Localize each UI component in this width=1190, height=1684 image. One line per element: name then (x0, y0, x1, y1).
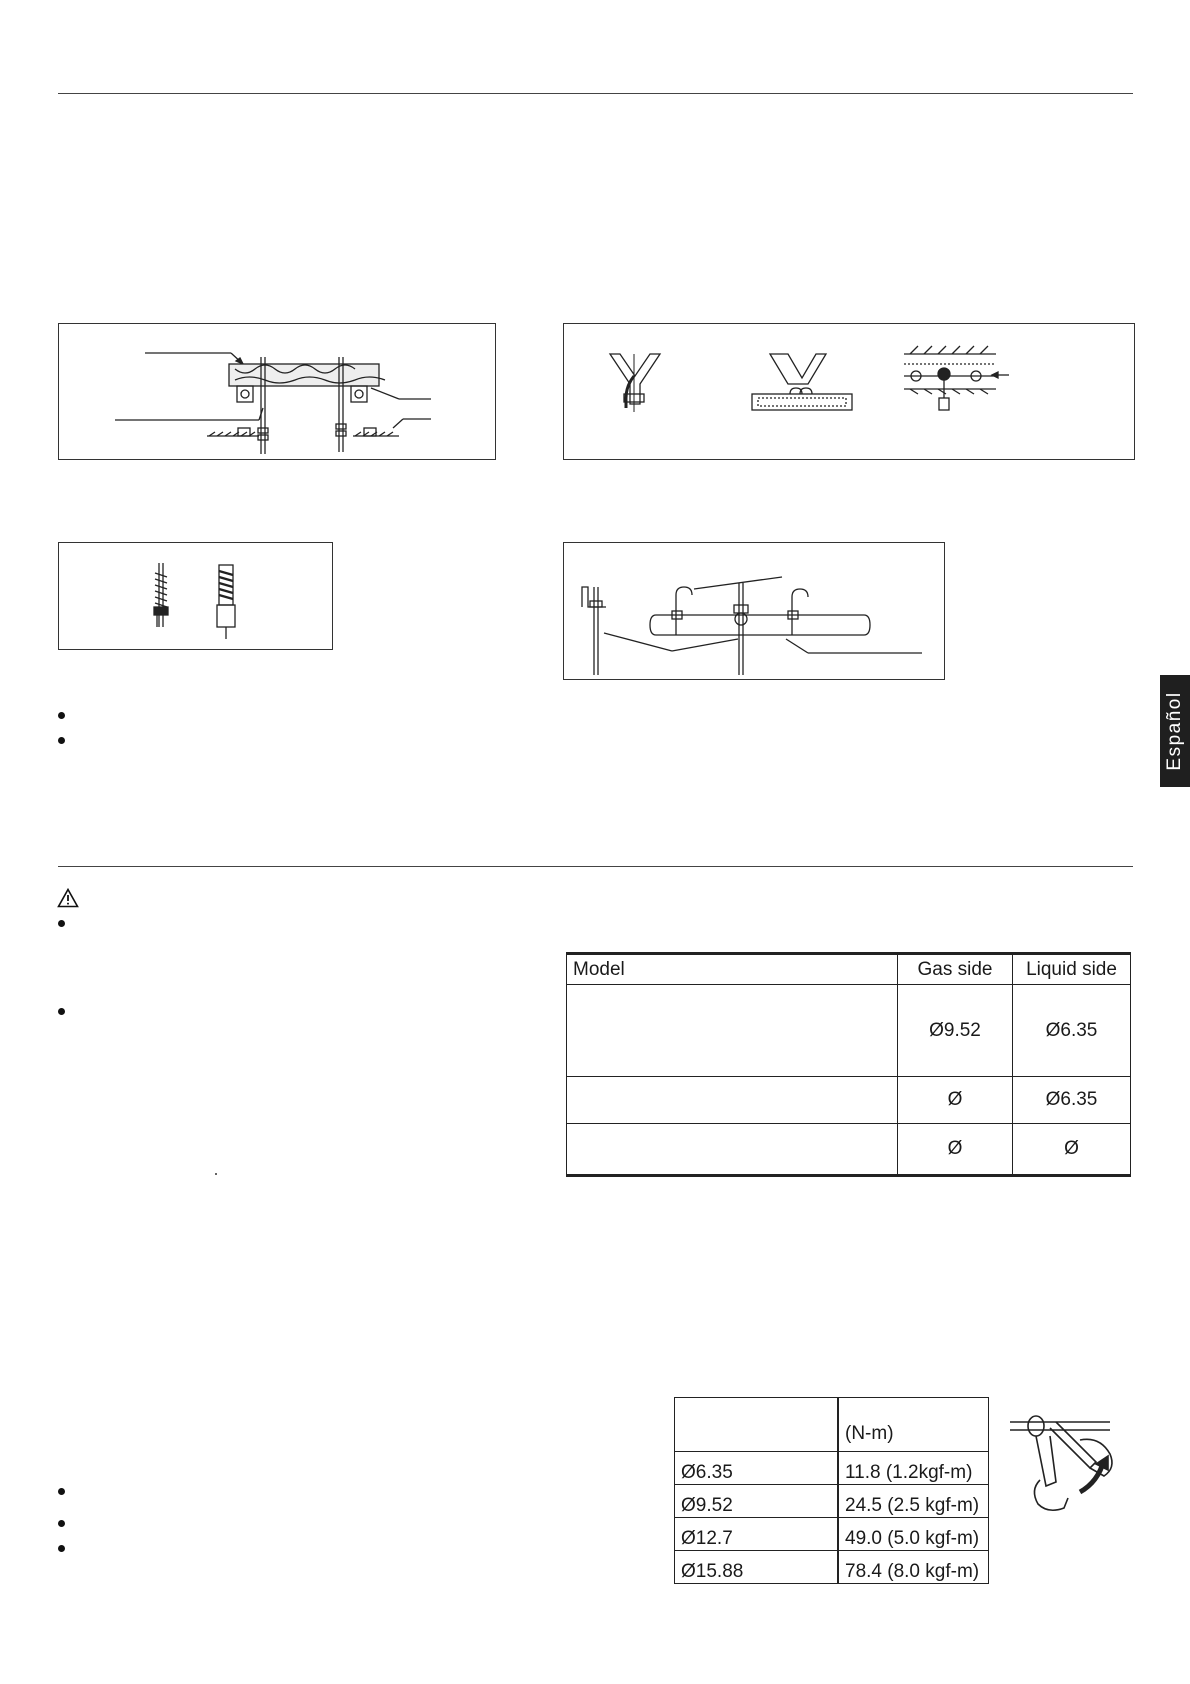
bullet-point (58, 1488, 65, 1495)
model-cell (567, 1077, 898, 1124)
torque-value-cell: 78.4 (8.0 kgf-m) (838, 1551, 989, 1584)
wooden-beam-bolts-drawing (59, 324, 497, 461)
torque-header-size (675, 1398, 839, 1452)
section-rule (58, 866, 1133, 867)
warning-triangle-icon (57, 888, 79, 908)
language-tab[interactable] (1160, 675, 1190, 787)
liquid-size-cell: Ø6.35 (1013, 985, 1131, 1077)
bullet-point (58, 1545, 65, 1552)
stray-dot (215, 1173, 217, 1175)
torque-size-cell: Ø6.35 (675, 1452, 839, 1485)
wrench-hands-icon (1010, 1410, 1120, 1520)
torque-size-cell: Ø15.88 (675, 1551, 839, 1584)
header-liquid-side: Liquid side (1013, 954, 1131, 985)
figure-anchor-types (563, 323, 1135, 460)
bullet-point (58, 737, 65, 744)
gas-size-cell: Ø9.52 (898, 985, 1013, 1077)
bullet-point (58, 1008, 65, 1015)
language-tab-label: Español (1164, 691, 1185, 771)
torque-header-unit: (N-m) (838, 1398, 989, 1452)
torque-value-cell: 49.0 (5.0 kgf-m) (838, 1518, 989, 1551)
gas-size-cell: Ø (898, 1077, 1013, 1124)
header-rule (58, 93, 1133, 94)
bullet-point (58, 1520, 65, 1527)
gas-size-cell: Ø (898, 1124, 1013, 1176)
liquid-size-cell: Ø (1013, 1124, 1131, 1176)
figure-pipe-suspension (563, 542, 945, 680)
bolt-detail-drawing (59, 543, 334, 651)
header-model: Model (567, 954, 898, 985)
figure-wooden-beam-bolts (58, 323, 496, 460)
pipe-size-table (566, 952, 1131, 1177)
anchor-types-drawing (564, 324, 1136, 461)
torque-table (674, 1397, 989, 1584)
bullet-point (58, 920, 65, 927)
torque-size-cell: Ø9.52 (675, 1485, 839, 1518)
torque-value-cell: 11.8 (1.2kgf-m) (838, 1452, 989, 1485)
liquid-size-cell: Ø6.35 (1013, 1077, 1131, 1124)
model-cell (567, 985, 898, 1077)
figure-bolt-detail (58, 542, 333, 650)
torque-size-cell: Ø12.7 (675, 1518, 839, 1551)
header-gas-side: Gas side (898, 954, 1013, 985)
pipe-suspension-drawing (564, 543, 946, 681)
torque-value-cell: 24.5 (2.5 kgf-m) (838, 1485, 989, 1518)
bullet-point (58, 712, 65, 719)
model-cell (567, 1124, 898, 1176)
